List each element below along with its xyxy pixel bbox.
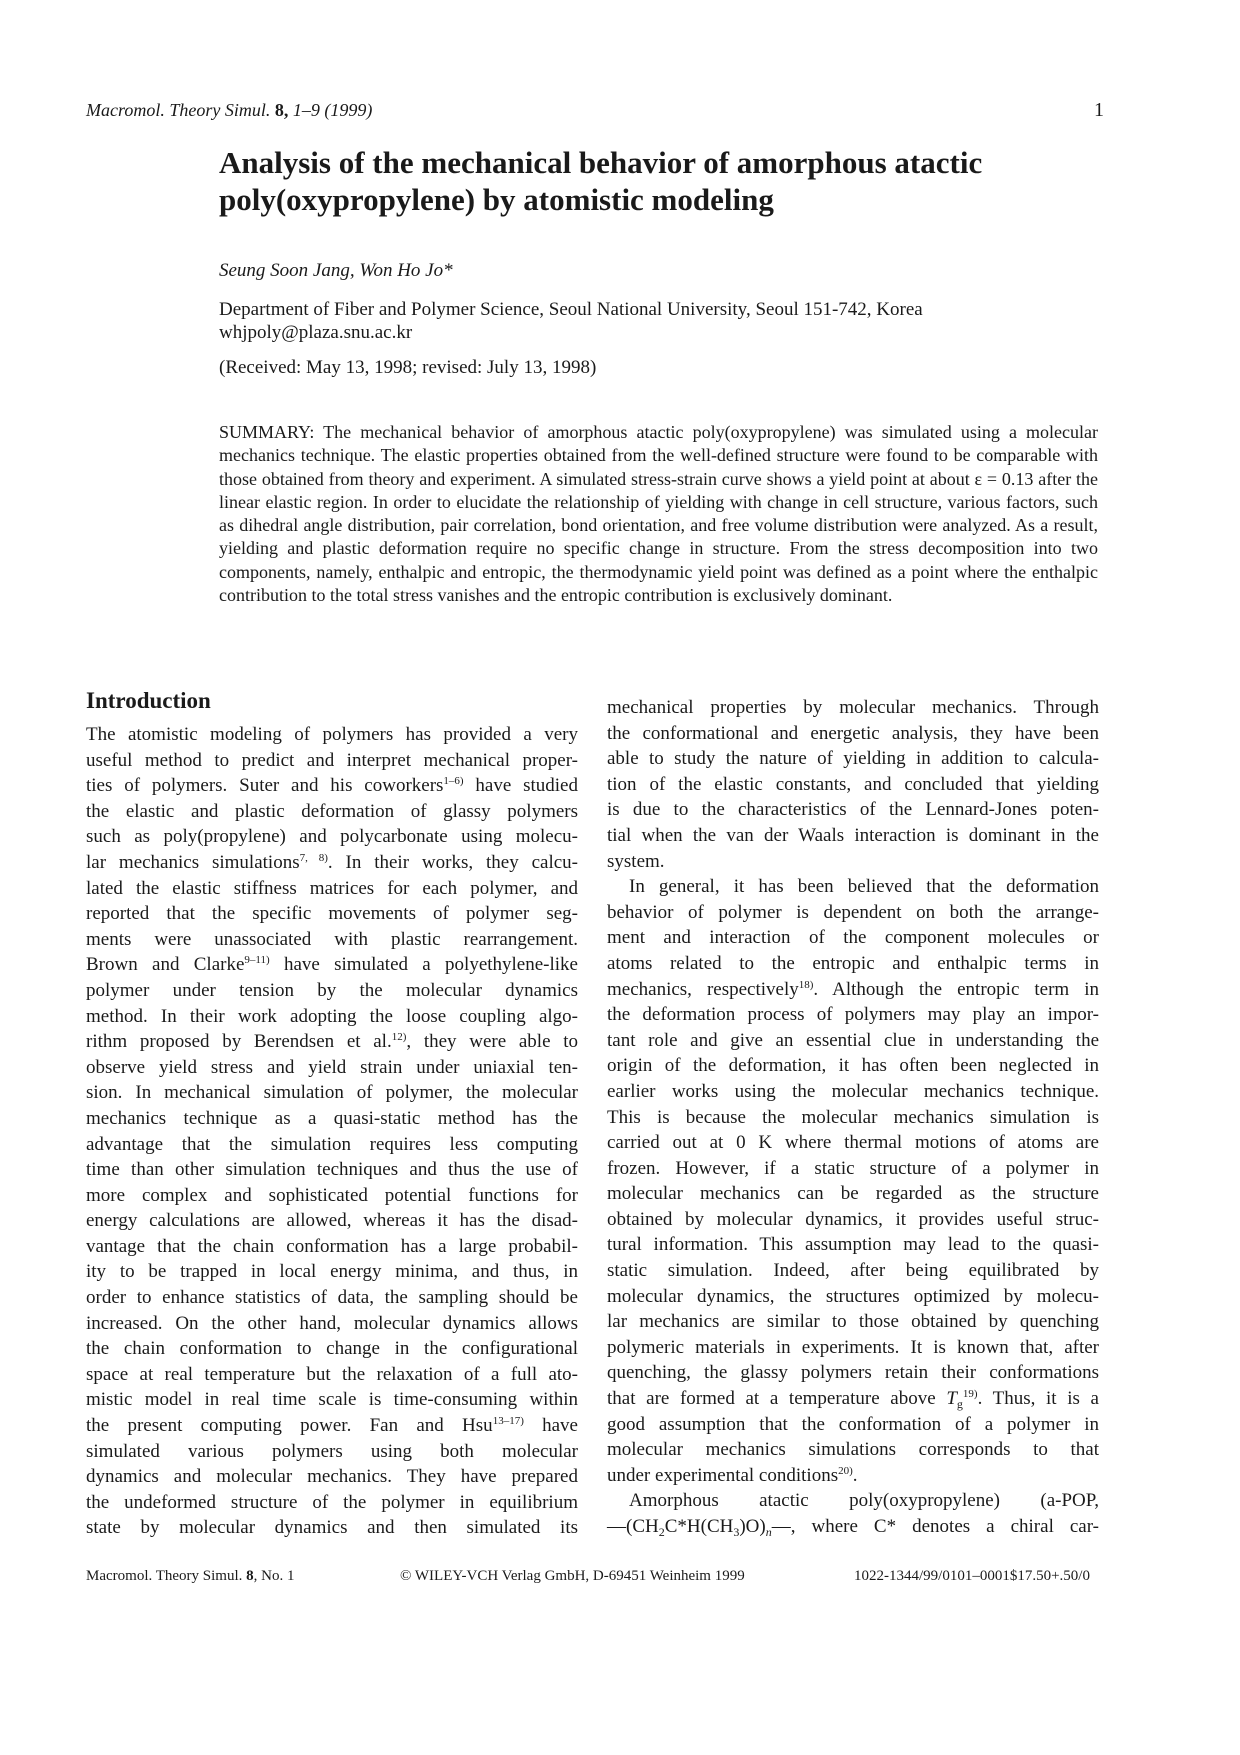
text-line: useful method to predict and interpret mechanical proper- <box>86 749 578 771</box>
text-line: tant role and give an essential clue in understanding the <box>607 1029 1099 1051</box>
text-line: able to study the nature of yielding in addition to calcula- <box>607 748 1099 770</box>
text-line: mechanics, respectively$^{18)}$. Although the entropic term in <box>607 978 1099 1000</box>
text-line: mistic model in real time scale is time-consuming within <box>86 1389 578 1411</box>
text-line: lar mechanics are similar to those obtained by quenching <box>607 1311 1099 1333</box>
text-line: carried out at 0 K where thermal motions of atoms are <box>607 1132 1099 1154</box>
citation: 20) <box>838 1464 853 1477</box>
text-line: origin of the deformation, it has often been neglected in <box>607 1055 1099 1077</box>
text-line: lated the elastic stiffness matrices for each polymer, and <box>86 877 578 899</box>
text-line: tion of the elastic constants, and concluded that yielding <box>607 773 1099 795</box>
journal-pages-year: 1–9 (1999) <box>292 100 373 120</box>
text-line: the conformational and energetic analysis, they have been <box>607 722 1099 744</box>
affiliation: Department of Fiber and Polymer Science, Seoul National University, Seoul 151-742, Korea <box>219 299 923 320</box>
text-line: The atomistic modeling of polymers has provided a very <box>86 724 578 745</box>
text-line: vantage that the chain conformation has a large probabil- <box>86 1235 578 1257</box>
citation: 9–11) <box>244 954 270 967</box>
footer-copyright: © WILEY-VCH Verlag GmbH, D-69451 Weinheim 1999 <box>400 1568 745 1584</box>
journal-volume: 8, <box>274 100 289 120</box>
affiliation-block <box>219 298 1119 344</box>
text-line: This is because the molecular mechanics simulation is <box>607 1106 1099 1128</box>
right-column <box>607 695 1099 1540</box>
text-line: tural information. This assumption may lead to the quasi- <box>607 1234 1099 1256</box>
article-title <box>219 144 1119 218</box>
citation: 18) <box>798 978 814 991</box>
text-line: order to enhance statistics of data, the sampling should be <box>86 1287 578 1309</box>
text-line: that are formed at a temperature above $T_g^{19)}$. Thus, it is a <box>607 1388 1099 1412</box>
text-line: behavior of polymer is dependent on both the arrange- <box>607 901 1099 923</box>
text-line: ity to be trapped in local energy minima, and thus, in <box>86 1261 578 1283</box>
citation: 19) <box>962 1388 978 1401</box>
text-line: simulated various polymers using both molecular <box>86 1440 578 1462</box>
text-line: state by molecular dynamics and then simulated its <box>86 1517 578 1539</box>
text-line: the present computing power. Fan and Hsu$^{13-17)}$ have <box>86 1415 578 1437</box>
text-line: time than other simulation techniques and thus the use of <box>86 1159 578 1181</box>
chemical-formula-line: $—(CH_2C*H(CH_3)O)_n—$, where C* denotes a chiral car- <box>607 1516 1099 1539</box>
received-dates: (Received: May 13, 1998; revised: July 13, 1998) <box>219 357 597 378</box>
text-line: ments were unassociated with plastic rearrangement. <box>86 928 578 950</box>
text-line: sion. In mechanical simulation of polymer, the molecular <box>86 1082 578 1104</box>
text-line: molecular mechanics simulations corresponds to that <box>607 1439 1099 1461</box>
text-line: earlier works using the molecular mechanics technique. <box>607 1080 1099 1102</box>
text-line: molecular dynamics, the structures optimized by molecu- <box>607 1285 1099 1307</box>
text-line: the chain conformation to change in the configurational <box>86 1338 578 1360</box>
footer-journal: Macromol. Theory Simul. 8, No. 1 <box>86 1568 295 1584</box>
text-line: Brown and Clarke$^{9-11)}$ have simulated a polyethylene-like <box>86 954 578 976</box>
title-line: Analysis of the mechanical behavior of amorphous atactic <box>219 145 983 180</box>
text-line: the undeformed structure of the polymer in equilibrium <box>86 1491 578 1513</box>
authors: Seung Soon Jang, Won Ho Jo* <box>219 260 453 281</box>
text-line: polymeric materials in experiments. It is known that, after <box>607 1336 1099 1358</box>
text-line: atoms related to the entropic and enthalpic terms in <box>607 952 1099 974</box>
left-column <box>86 722 578 1541</box>
text-line: mechanical properties by molecular mechanics. Through <box>607 697 1099 718</box>
footer-code: 1022-1344/99/0101–0001$17.50+.50/0 <box>854 1568 1090 1584</box>
journal-name: Macromol. Theory Simul. <box>86 100 271 120</box>
running-header <box>86 100 372 121</box>
text-line: system. <box>607 850 665 872</box>
text-line: increased. On the other hand, molecular dynamics allows <box>86 1312 578 1334</box>
text-line: under experimental conditions$^{20)}$. <box>607 1464 858 1486</box>
text-line: reported that the specific movements of polymer seg- <box>86 903 578 925</box>
citation: 12) <box>391 1031 407 1044</box>
text-line: static simulation. Indeed, after being equilibrated by <box>607 1260 1099 1282</box>
text-line: mechanics technique as a quasi-static method has the <box>86 1107 578 1129</box>
text-line: Amorphous atactic poly(oxypropylene) (a-POP, <box>629 1490 1099 1512</box>
text-line: tial when the van der Waals interaction is dominant in the <box>607 824 1099 846</box>
text-line: In general, it has been believed that the deformation <box>629 876 1099 898</box>
email: whjpoly@plaza.snu.ac.kr <box>219 322 413 343</box>
text-line: method. In their work adopting the loose coupling algo- <box>86 1005 578 1027</box>
glass-transition-symbol: T <box>946 1388 957 1410</box>
text-line: ment and interaction of the component molecules or <box>607 927 1099 949</box>
text-line: ties of polymers. Suter and his coworkers$^{1-6)}$ have studied <box>86 775 578 797</box>
text-line: frozen. However, if a static structure of a polymer in <box>607 1157 1099 1179</box>
text-line: rithm proposed by Berendsen et al.$^{12)}$, they were able to <box>86 1031 578 1053</box>
citation: 1–6) <box>443 775 464 788</box>
text-line: the elastic and plastic deformation of glassy polymers <box>86 800 578 822</box>
text-line: molecular mechanics can be regarded as the structure <box>607 1183 1099 1205</box>
text-line: the deformation process of polymers may play an impor- <box>607 1004 1099 1026</box>
text-line: energy calculations are allowed, whereas it has the disad- <box>86 1210 578 1232</box>
text-line: polymer under tension by the molecular dynamics <box>86 979 578 1001</box>
citation: 13–17) <box>492 1415 524 1428</box>
summary-abstract: SUMMARY: The mechanical behavior of amorphous atactic poly(oxypropylene) was simulated using a molecular mechanics technique. The elastic properties obtained from the well-defined structure were found to be comparable with those obtained from theory and experiment. A simulated stress-strain curve shows a yield point at about ε = 0.13 after the linear elastic region. In order to elucidate the relationship of yielding with change in cell structure, various factors, such as dihedral angle distribution, pair correlation, bond orientation, and free volume distribution were analyzed. As a result, yielding and plastic deformation require no specific change in structure. From the stress decomposition into two components, namely, enthalpic and entropic, the thermodynamic yield point was defined as a point where the enthalpic contribution to the total stress vanishes and the entropic contribution is exclusively dominant. <box>219 422 1098 606</box>
section-heading: Introduction <box>86 688 211 713</box>
citation: 7, 8) <box>299 851 328 864</box>
text-line: more complex and sophisticated potential functions for <box>86 1184 578 1206</box>
text-line: lar mechanics simulations$^{7, 8)}$. In their works, they calcu- <box>86 851 578 873</box>
text-line: dynamics and molecular mechanics. They have prepared <box>86 1466 578 1488</box>
text-line: space at real temperature but the relaxation of a full ato- <box>86 1363 578 1385</box>
text-line: is due to the characteristics of the Lennard-Jones poten- <box>607 799 1099 821</box>
text-line: such as poly(propylene) and polycarbonate using molecu- <box>86 826 578 848</box>
text-line: quenching, the glassy polymers retain their conformations <box>607 1362 1099 1384</box>
text-line: obtained by molecular dynamics, it provides useful struc- <box>607 1208 1099 1230</box>
title-line: poly(oxypropylene) by atomistic modeling <box>219 182 774 217</box>
text-line: advantage that the simulation requires less computing <box>86 1133 578 1155</box>
page-number: 1 <box>1094 99 1104 121</box>
text-line: good assumption that the conformation of a polymer in <box>607 1413 1099 1435</box>
text-line: observe yield stress and yield strain under uniaxial ten- <box>86 1056 578 1078</box>
